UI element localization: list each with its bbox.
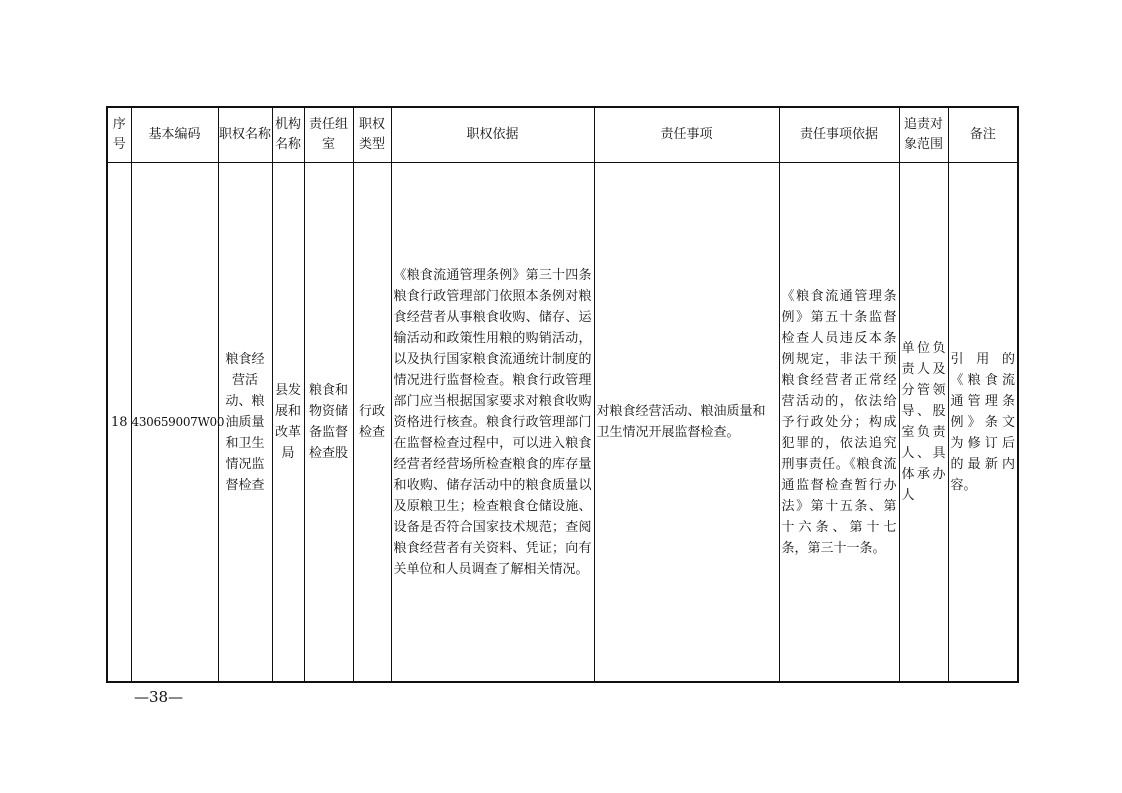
responsibility-table: [106, 106, 1019, 683]
cell-power-basis: 《粮食流通管理条例》第三十四条 粮食行政管理部门依照本条例对粮食经营者从事粮食收购、储存、运输活动和政策性用粮的购销活动，以及执行国家粮食流通统计制度的情况进行监督检查。粮食行政管理部门应当根据国家要求对粮食收购资格进行核查。粮食行政管理部门在监督检查过程中，可以进入粮食经营者经营场所检查粮食的库存量和收购、储存活动中的粮食质量以及原粮卫生；检查粮食仓储设施、设备是否符合国家技术规范；查阅粮食经营者有关资料、凭证；向有关单位和人员调查了解相关情况。: [391, 163, 594, 683]
cell-power-type: 行政检查: [353, 163, 391, 683]
cell-resp-dept: 粮食和物资储备监督检查股: [304, 163, 353, 683]
header-remarks: 备注: [948, 107, 1018, 163]
cell-power-name: 粮食经营活动、粮油质量和卫生情况监督检查: [218, 163, 272, 683]
cell-resp-basis: 《粮食流通管理条例》第五十条监督检查人员违反本条例规定，非法干预粮食经营者正常经营活动的，依法给予行政处分；构成犯罪的，依法追究刑事责任。《粮食流通监督检查暂行办法》第十五条、第十六条、第十七条，第三十一条。: [779, 163, 899, 683]
table-header-row: [107, 107, 1018, 163]
table-row: [107, 163, 1018, 683]
header-base-code: 基本编码: [131, 107, 218, 163]
page-number: —38—: [134, 688, 184, 706]
cell-resp-items: 对粮食经营活动、粮油质量和卫生情况开展监督检查。: [594, 163, 779, 683]
header-power-name: 职权名称: [218, 107, 272, 163]
header-resp-dept: 责任组室: [304, 107, 353, 163]
header-accountability: 追责对象范围: [899, 107, 948, 163]
header-org-name: 机构名称: [272, 107, 304, 163]
header-power-basis: 职权依据: [391, 107, 594, 163]
cell-org-name: 县发展和改革局: [272, 163, 304, 683]
cell-accountability: 单位负责人及分管领导、股室负责人、具体承办人: [899, 163, 948, 683]
header-power-type: 职权类型: [353, 107, 391, 163]
cell-remarks: 引用的《粮食流通管理条例》条文为修订后的最新内容。: [948, 163, 1018, 683]
header-seq: 序号: [107, 107, 131, 163]
header-resp-items: 责任事项: [594, 107, 779, 163]
cell-base-code: 430659007W00: [131, 163, 218, 683]
cell-seq: 18: [107, 163, 131, 683]
header-resp-basis: 责任事项依据: [779, 107, 899, 163]
